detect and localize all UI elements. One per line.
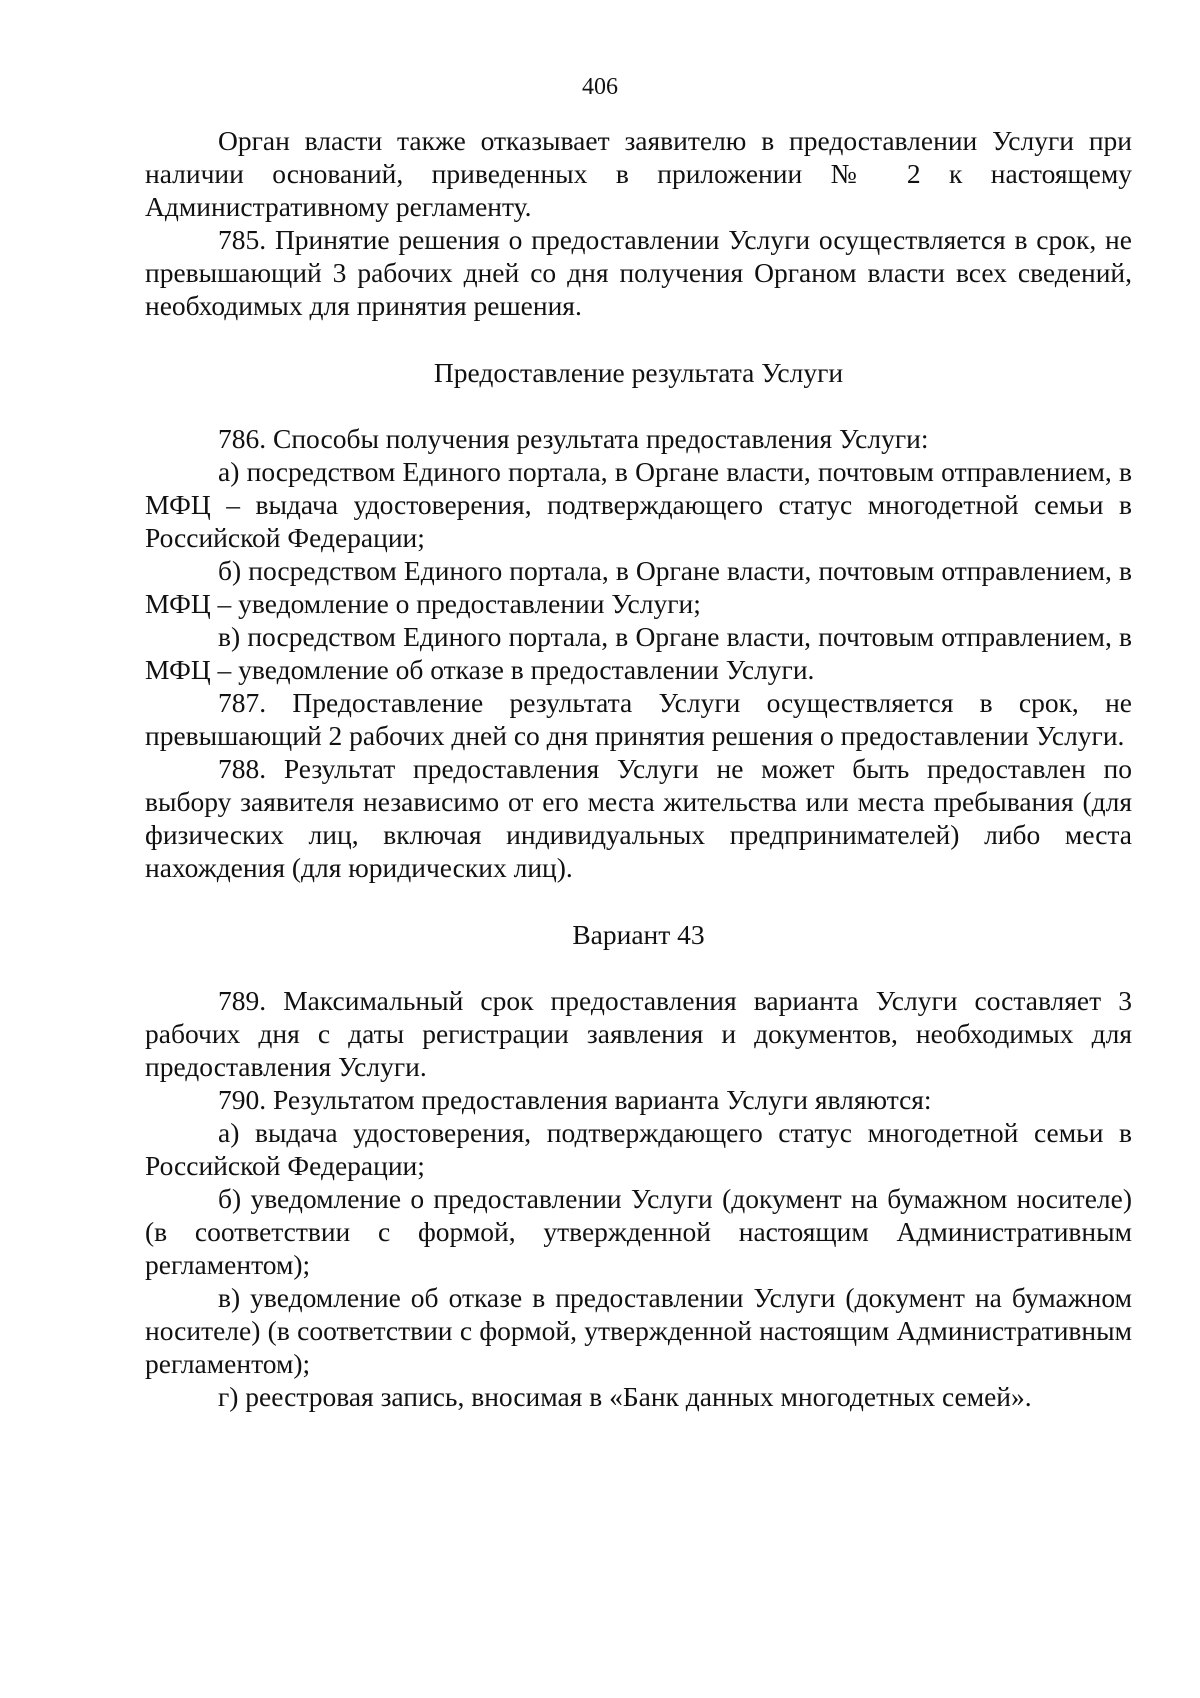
paragraph-refusal-grounds: Орган власти также отказывает заявителю в предоставлении Услуги при наличии оснований, приведенных в приложении № 2 к настоящему Административному регламенту. — [145, 125, 1132, 222]
paragraph-786-v: в) посредством Единого портала, в Органе власти, почтовым отправлением, в МФЦ – уведомление об отказе в предоставлении Услуги. — [145, 621, 1132, 685]
section-heading-result: Предоставление результата Услуги — [433, 357, 844, 388]
paragraph-790-a: а) выдача удостоверения, подтверждающего статус многодетной семьи в Российской Федерации; — [145, 1117, 1132, 1181]
paragraph-788: 788. Результат предоставления Услуги не может быть предоставлен по выбору заявителя независимо от его места жительства или места пребывания (для физических лиц, включая индивидуальных предпринимателей) либо места нахождения (для юридических лиц). — [145, 753, 1132, 883]
page-number: 406 — [582, 74, 618, 100]
paragraph-789: 789. Максимальный срок предоставления варианта Услуги составляет 3 рабочих дня с даты регистрации заявления и документов, необходимых для предоставления Услуги. — [145, 985, 1132, 1082]
paragraph-790-v: в) уведомление об отказе в предоставлении Услуги (документ на бумажном носителе) (в соответствии с формой, утвержденной настоящим Административным регламентом); — [145, 1282, 1132, 1379]
paragraph-790-g: г) реестровая запись, вносимая в «Банк данных многодетных семей». — [218, 1381, 1032, 1412]
paragraph-787: 787. Предоставление результата Услуги осуществляется в срок, не превышающий 2 рабочих дней со дня принятия решения о предоставлении Услуги. — [145, 687, 1132, 751]
paragraph-786-b: б) посредством Единого портала, в Органе власти, почтовым отправлением, в МФЦ – уведомление о предоставлении Услуги; — [145, 555, 1132, 619]
paragraph-786: 786. Способы получения результата предоставления Услуги: — [218, 423, 929, 454]
paragraph-785: 785. Принятие решения о предоставлении Услуги осуществляется в срок, не превышающий 3 рабочих дней со дня получения Органом власти всех сведений, необходимых для принятия решения. — [145, 224, 1132, 321]
section-heading-variant: Вариант 43 — [572, 919, 705, 950]
paragraph-786-a: а) посредством Единого портала, в Органе власти, почтовым отправлением, в МФЦ – выдача удостоверения, подтверждающего статус многодетной семьи в Российской Федерации; — [145, 456, 1132, 553]
paragraph-790: 790. Результатом предоставления варианта Услуги являются: — [218, 1084, 932, 1115]
paragraph-790-b: б) уведомление о предоставлении Услуги (документ на бумажном носителе) (в соответствии с формой, утвержденной настоящим Административным регламентом); — [145, 1183, 1132, 1280]
document-body — [145, 124, 1132, 1413]
